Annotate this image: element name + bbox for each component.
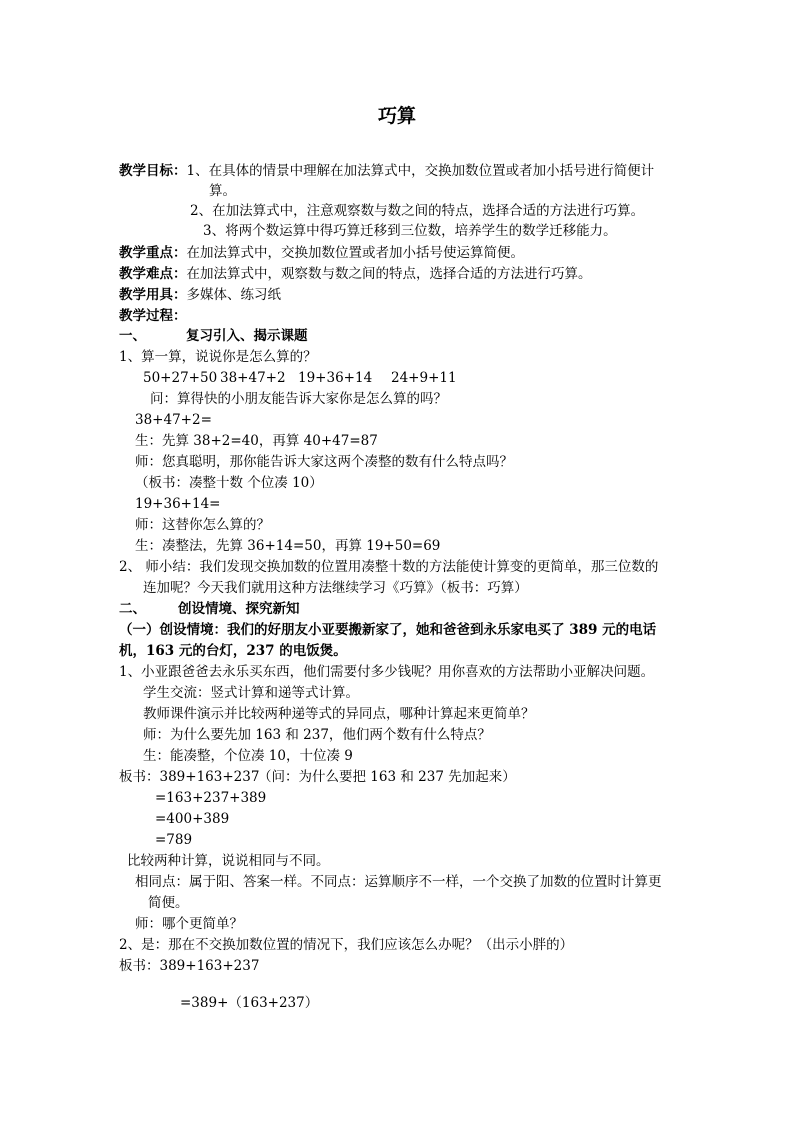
expression-38-47-2: 38+47+2= — [135, 412, 212, 428]
goals-label: 教学目标： — [119, 163, 187, 179]
board-expression-1: 板书：389+163+237 — [119, 769, 260, 785]
teacher-line-1: 师：您真聪明，那你能告诉大家这两个凑整的数有什么特点吗？ — [135, 454, 513, 470]
step-2: =400+389 — [155, 811, 230, 827]
tools-line — [119, 285, 281, 305]
tools-label: 教学用具： — [119, 287, 187, 303]
calc-expression-4: 24+9+11 — [391, 370, 457, 386]
item-1: 1、算一算，说说你是怎么算的？ — [119, 349, 317, 365]
goal-1b: 算。 — [209, 183, 236, 199]
section-1-number: 一、 — [119, 328, 146, 344]
step-1: =163+237+389 — [155, 790, 267, 806]
teacher-which: 师：哪个更简单？ — [135, 916, 243, 932]
board-expression-2: 板书：389+163+237 — [119, 958, 260, 974]
section-2-heading — [119, 599, 300, 619]
same-diff-line-1: 相同点：属于阳、答案一样。不同点：运算顺序不一样，一个交换了加数的位置时计算更 — [135, 874, 662, 890]
section-2-number: 二、 — [119, 601, 146, 617]
exchange-line-2: 教师课件演示并比较两种递等式的异同点，哪种计算起来更简单？ — [143, 706, 535, 722]
item-2-line-1: 2、 师小结：我们发现交换加数的位置用凑整十数的方法能使计算变的更简单，那三位数的 — [119, 559, 659, 575]
student-answer-1: 生：先算 38+2=40，再算 40+47=87 — [135, 433, 378, 449]
section-2-title: 创设情境、探究新知 — [178, 601, 300, 617]
diff-text: 在加法算式中，观察数与数之间的特点，选择合适的方法进行巧算。 — [186, 266, 592, 282]
step-4: =389+（163+237） — [180, 995, 319, 1011]
exchange-line-1: 学生交流：竖式计算和递等式计算。 — [143, 685, 359, 701]
calc-expression-3: 19+36+14 — [298, 370, 373, 386]
exchange-line-3: 师：为什么要先加 163 和 237，他们两个数有什么特点？ — [143, 727, 491, 743]
difficulty-line — [119, 264, 592, 284]
scene-line-1: （一）创设情境：我们的好朋友小亚要搬新家了，她和爸爸到永乐家电买了 389 元的电话 — [119, 622, 657, 638]
goal-2: 2、在加法算式中，注意观察数与数之间的特点，选择合适的方法进行巧算。 — [190, 203, 645, 219]
question-1: 1、小亚跟爸爸去永乐买东西，他们需要付多少钱呢？用你喜欢的方法帮助小亚解决问题。 — [119, 664, 655, 680]
goals-line-1 — [119, 161, 654, 181]
question-2: 2、是：那在不交换加数位置的情况下，我们应该怎么办呢？（出示小胖的） — [119, 937, 574, 953]
calc-expression-2: 38+47+2 — [220, 370, 286, 386]
key-point-line — [119, 243, 524, 263]
teacher-line-2: 师：这替你怎么算的？ — [135, 517, 270, 533]
expression-19-36-14: 19+36+14= — [135, 496, 221, 512]
goal-3: 3、将两个数运算中得巧算迁移到三位数，培养学生的数学迁移能力。 — [203, 223, 617, 239]
board-note-1: （板书：凑整十数 个位凑 10） — [135, 475, 323, 491]
step-3: =789 — [155, 832, 193, 848]
same-diff-line-2: 简便。 — [148, 895, 189, 911]
section-1-title: 复习引入、揭示课题 — [186, 328, 308, 344]
scene-line-2: 机，163 元的台灯，237 的电饭煲。 — [119, 643, 347, 659]
compare-line: 比较两种计算，说说相同与不同。 — [127, 853, 330, 869]
process-label: 教学过程： — [119, 308, 187, 324]
diff-label: 教学难点： — [119, 266, 187, 282]
student-answer-2: 生：凑整法，先算 36+14=50，再算 19+50=69 — [135, 538, 441, 554]
key-label: 教学重点： — [119, 245, 187, 261]
item-2-line-2: 连加呢？今天我们就用这种方法继续学习《巧算》（板书：巧算） — [143, 580, 528, 596]
question-line: 问：算得快的小朋友能告诉大家你是怎么算的吗？ — [150, 391, 447, 407]
goal-1a: 1、在具体的情景中理解在加法算式中，交换加数位置或者加小括号进行简便计 — [186, 163, 655, 179]
calc-expression-1: 50+27+50 — [143, 370, 218, 386]
board-question: （问：为什么要把 163 和 237 先加起来） — [258, 769, 516, 785]
key-text: 在加法算式中，交换加数位置或者加小括号使运算简便。 — [186, 245, 524, 261]
page-title: 巧算 — [377, 105, 416, 127]
section-1-heading — [119, 326, 308, 346]
tools-text: 多媒体、练习纸 — [186, 287, 281, 303]
exchange-line-4: 生：能凑整，个位凑 10，十位凑 9 — [143, 748, 353, 764]
